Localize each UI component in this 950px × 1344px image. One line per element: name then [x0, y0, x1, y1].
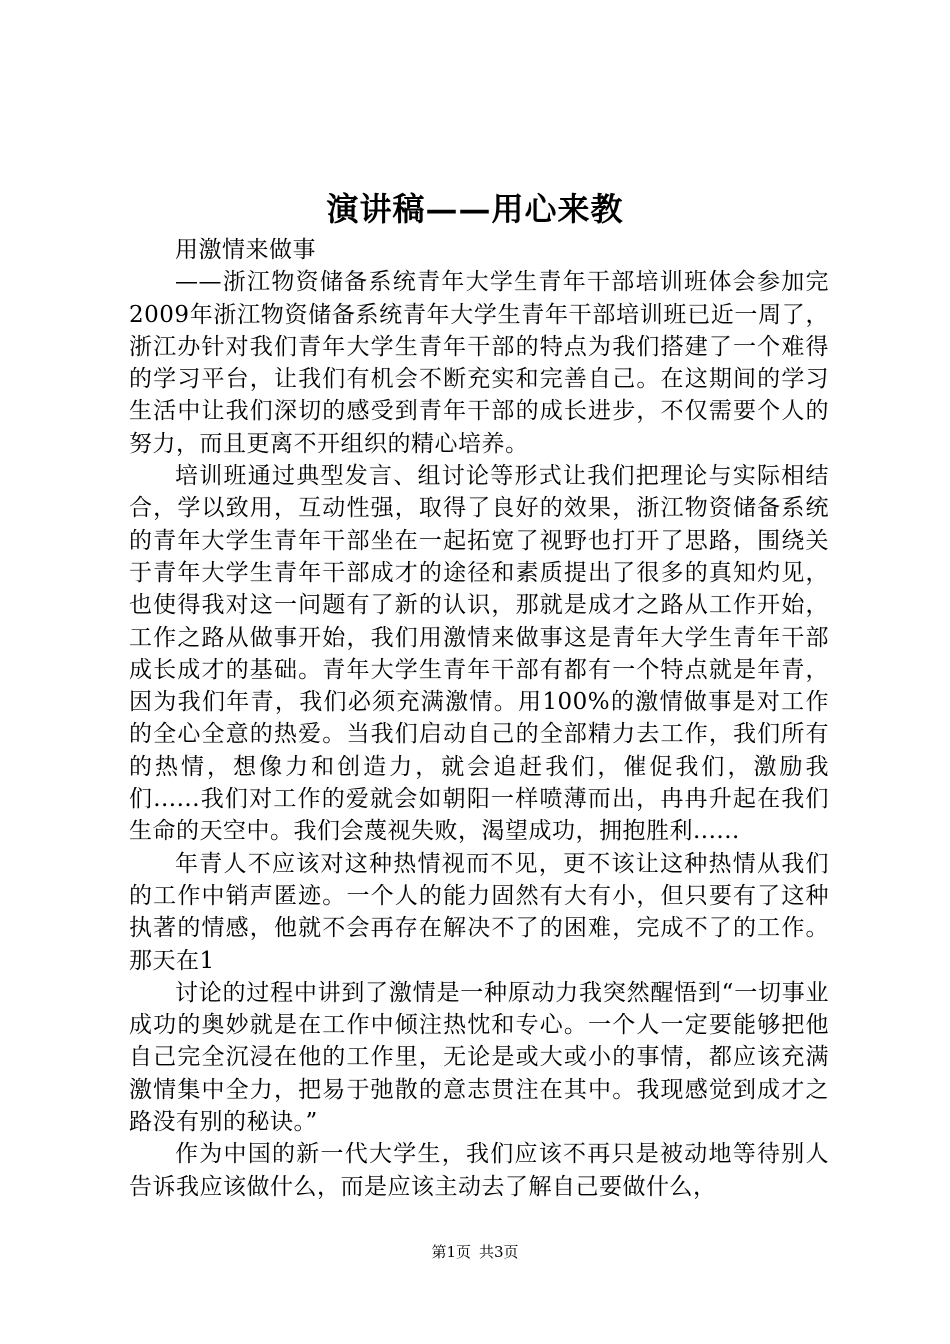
- paragraph-discussion: 讨论的过程中讲到了激情是一种原动力我突然醒悟到“一切事业成功的奥妙就是在工作中倾注热忱和专心。一个人一定要能够把他自己完全沉浸在他的工作里，无论是或大或小的事情，都应该充满激情集中全力，把易于弛散的意志贯注在其中。我现感觉到成才之路没有别的秘诀。”: [129, 979, 829, 1136]
- paragraph-intro: ——浙江物资储备系统青年大学生青年干部培训班体会参加完2009年浙江物资储备系统青年大学生青年干部培训班已近一周了，浙江办针对我们青年大学生青年干部的特点为我们搭建了一个难得的学习平台，让我们有机会不断充实和完善自己。在这期间的学习生活中让我们深切的感受到青年干部的成长进步，不仅需要个人的努力，而且更离不开组织的精心培养。: [129, 269, 829, 457]
- paragraph-youth: 年青人不应该对这种热情视而不见，更不该让这种热情从我们的工作中销声匿迹。一个人的能力固然有大有小，但只要有了这种执著的情感，他就不会再存在解决不了的困难，完成不了的工作。那天在1: [129, 850, 829, 974]
- paragraph-new-generation: 作为中国的新一代大学生，我们应该不再只是被动地等待别人告诉我应该做什么，而是应该主动去了解自己要做什么，: [129, 1141, 829, 1200]
- paragraph-subtitle: 用激情来做事: [175, 237, 316, 263]
- page-number: 第1页: [431, 1243, 471, 1261]
- document-title: 演讲稿——用心来教: [326, 190, 624, 228]
- page-total: 共3页: [479, 1243, 519, 1261]
- paragraph-training: 培训班通过典型发言、组讨论等形式让我们把理论与实际相结合，学以致用，互动性强，取得了良好的效果，浙江物资储备系统的青年大学生青年干部坐在一起拓宽了视野也打开了思路，围绕关于青年大学生青年干部成才的途径和素质提出了很多的真知灼见，也使得我对这一问题有了新的认识，那就是成才之路从工作开始，工作之路从做事开始，我们用激情来做事这是青年大学生青年干部成长成才的基础。青年大学生青年干部有都有一个特点就是年青，因为我们年青，我们必须充满激情。用100%的激情做事是对工作的全心全意的热爱。当我们启动自己的全部精力去工作，我们所有的热情，想像力和创造力，就会追赶我们，催促我们，激励我们......我们对工作的爱就会如朝阳一样喷薄而出，冉冉升起在我们生命的天空中。我们会蔑视失败，渴望成功，拥抱胜利......: [129, 463, 829, 845]
- page-footer: [0, 1242, 950, 1262]
- document-body: [129, 234, 829, 1203]
